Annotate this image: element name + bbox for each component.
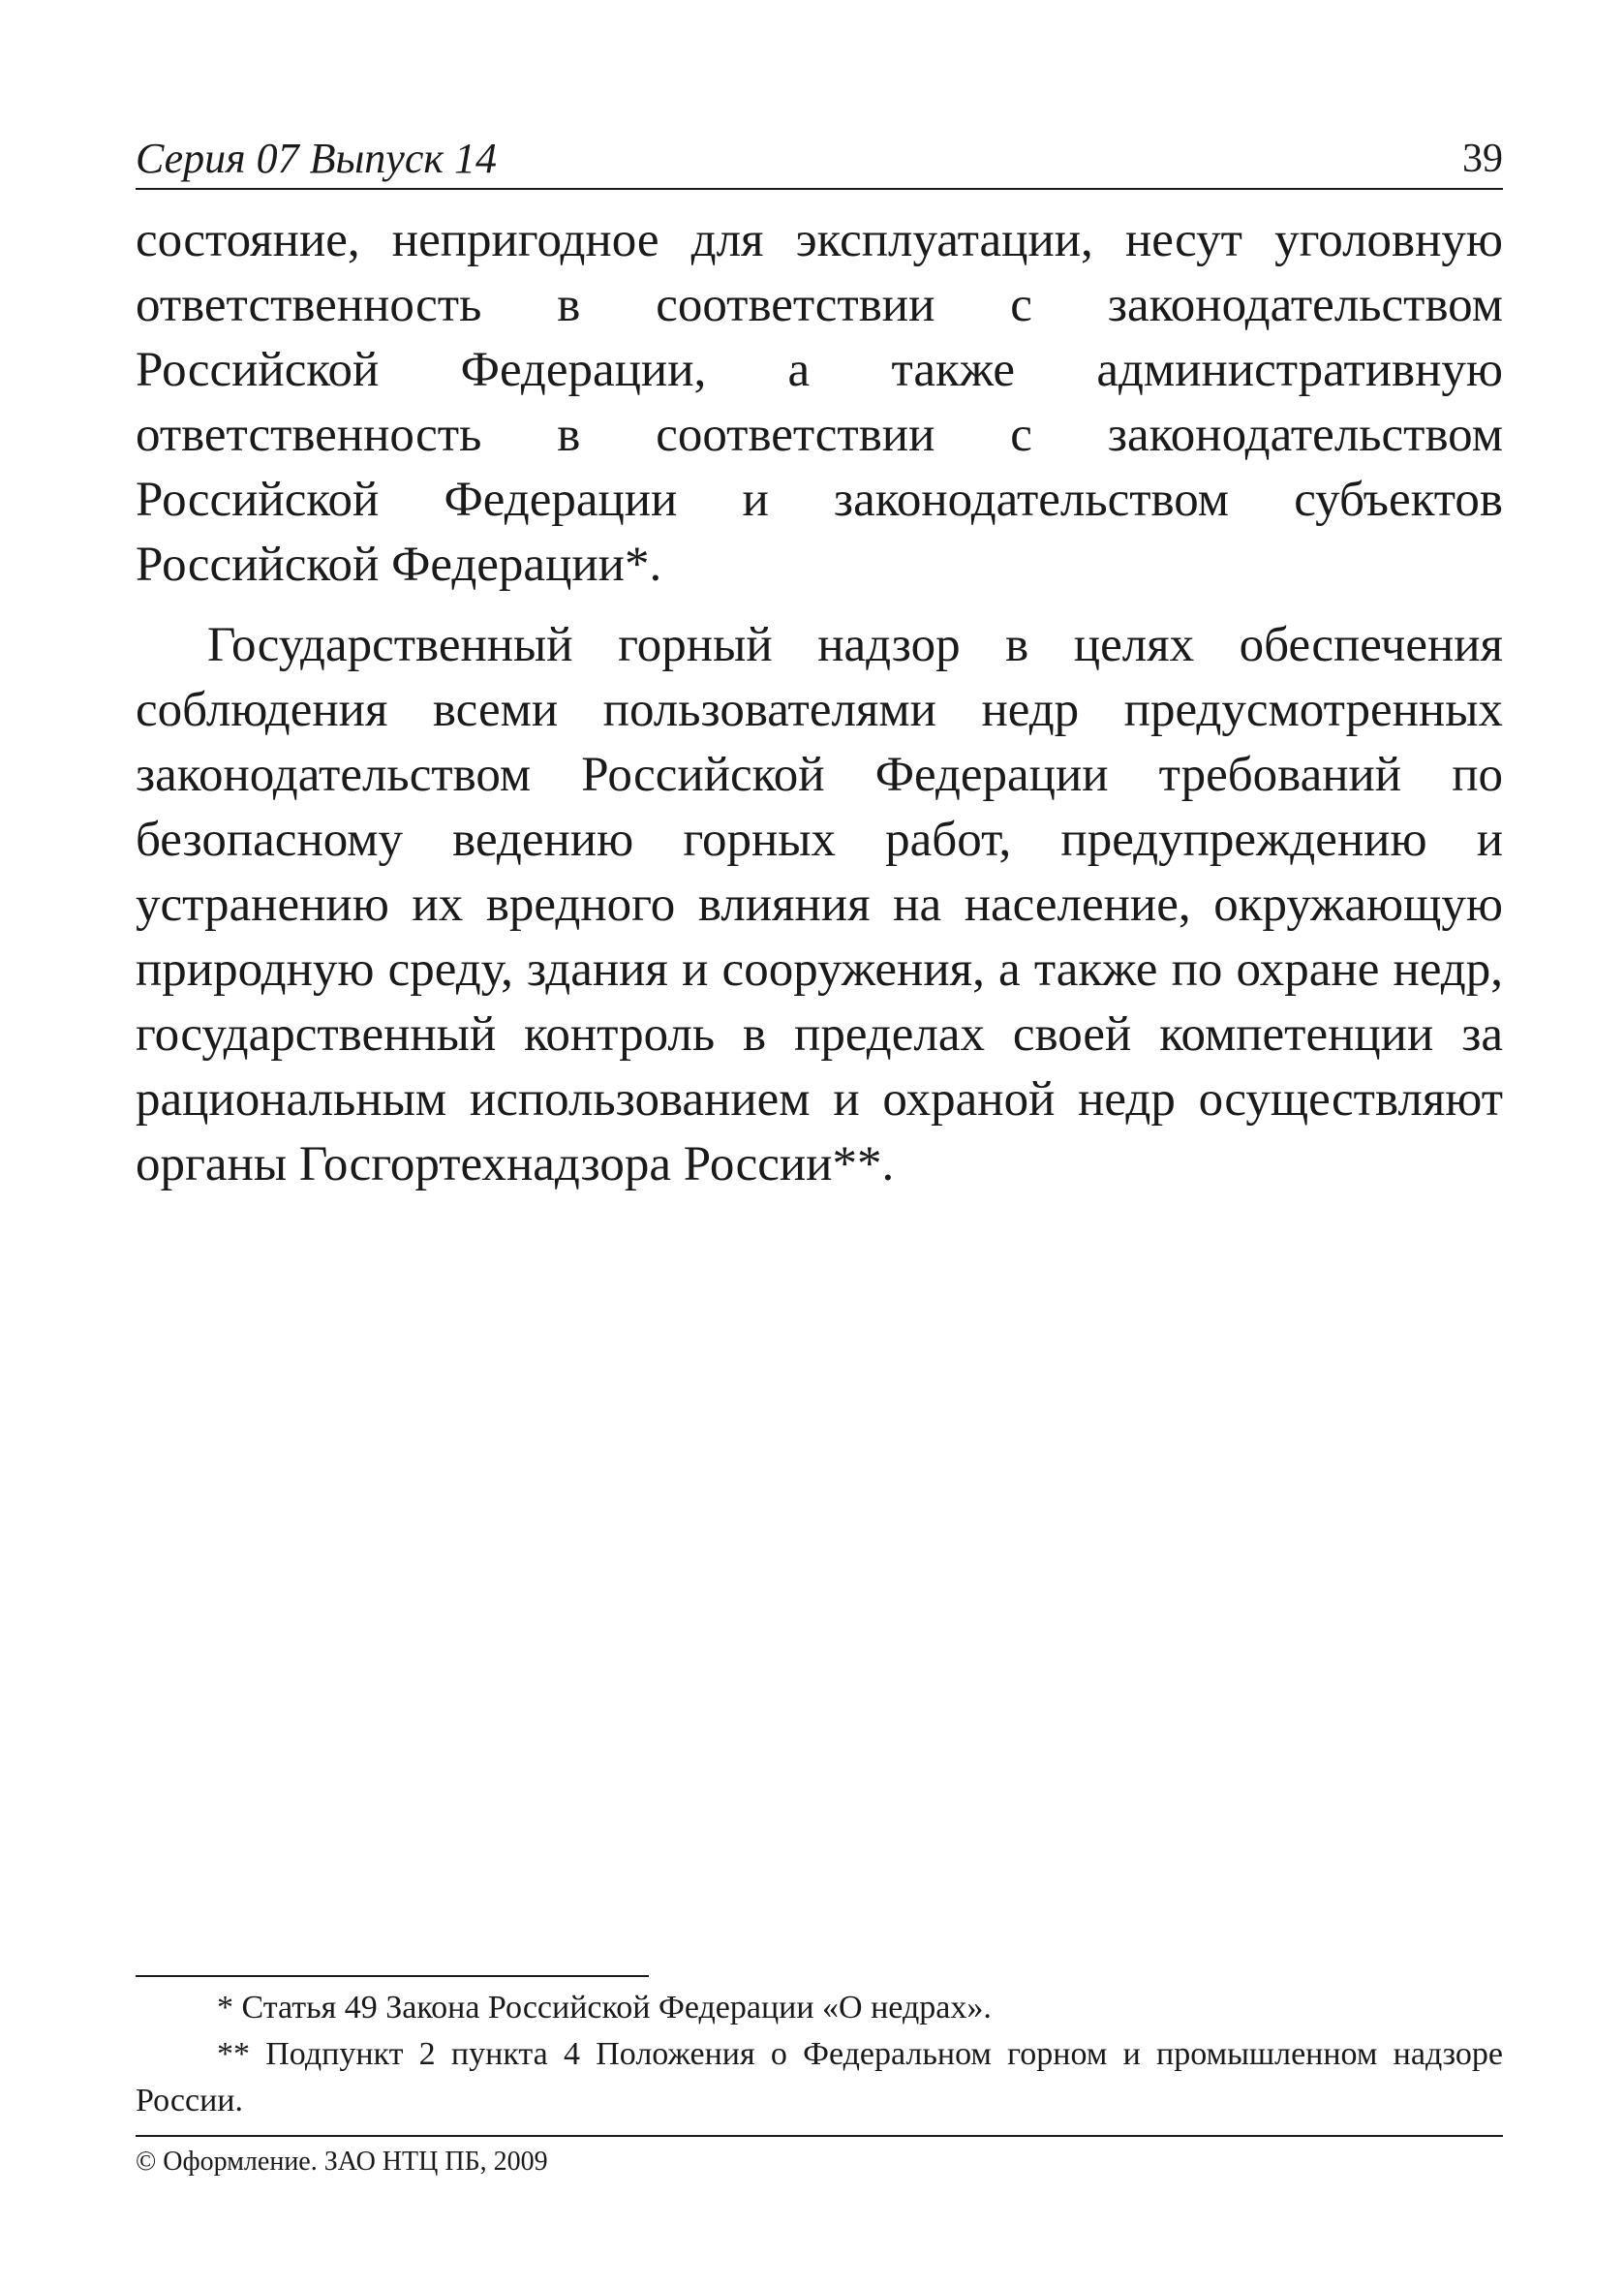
footnote-2: ** Подпункт 2 пункта 4 Положения о Федеральном горном и промышленном надзоре России.: [136, 2036, 1503, 2118]
series-title: Серия 07 Выпуск 14: [136, 135, 497, 182]
footer-rule: [136, 2135, 1503, 2137]
running-head: [136, 134, 1503, 188]
paragraph: Государственный горный надзор в целях обеспечения соблюдения всеми пользователями недр предусмотренных законодательством Российской Федерации требований по безопасному ведению горных работ, предупреждению и устранению их вредного влияния на население, окружающую природную среду, здания и сооружения, а также по охране недр, государственный контроль в пределах своей компетенции за рациональным использованием и охраной недр осуществляют органы Госгортехнадзора России**.: [136, 618, 1503, 1191]
footnote-1: * Статья 49 Закона Российской Федерации «О недрах».: [217, 1990, 992, 2025]
footnotes: [136, 1985, 1503, 2124]
header-rule: [136, 188, 1503, 190]
body-text: [136, 208, 1503, 1197]
copyright-notice: © Оформление. ЗАО НТЦ ПБ, 2009: [136, 2147, 548, 2177]
footnote-separator: [136, 1975, 649, 1977]
page-number: 39: [1462, 137, 1503, 181]
paragraph-continued: состояние, непригодное для эксплуатации, несут уголовную ответственность в соответствии с законодательством Российской Федерации, а также административную ответственность в соответствии с законодательством Российской Федерации и законодательством субъектов Российской Федерации*.: [136, 213, 1503, 592]
